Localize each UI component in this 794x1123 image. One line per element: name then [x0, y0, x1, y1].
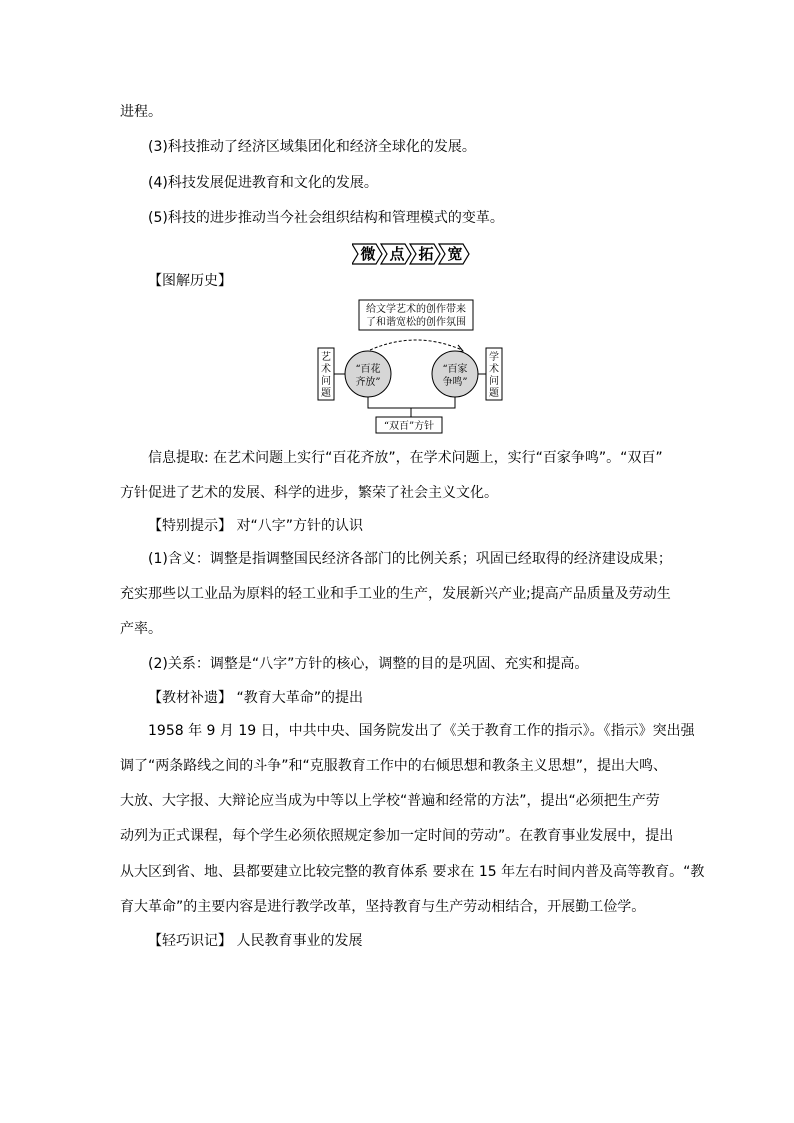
bottom-policy-label: “双百”方针 — [383, 421, 435, 432]
banner-char-4: 宽 — [447, 245, 463, 263]
paragraph-continuation: 进程。 — [120, 104, 162, 120]
special-heading: 【特别提示】 对“八字”方针的认识 — [148, 518, 363, 534]
supplement-heading: 【教材补遗】 “教育大革命”的提出 — [148, 690, 363, 706]
left-label-char-1: 艺 — [321, 352, 331, 363]
double-hundred-diagram — [310, 298, 510, 438]
right-label-char-2: 术 — [489, 364, 499, 375]
left-circle-line-2: 齐放” — [355, 377, 381, 388]
special-line-1: (1)含义：调整是指调整国民经济各部门的比例关系；巩固已经取得的经济建设成果； — [148, 551, 672, 567]
right-circle-line-1: “百家 — [442, 364, 468, 375]
right-label-char-1: 学 — [489, 352, 499, 363]
paragraph-item-3: (3)科技推动了经济区域集团化和经济全球化的发展。 — [148, 139, 476, 155]
right-label-char-4: 题 — [489, 388, 499, 399]
banner-char-3: 拓 — [418, 245, 434, 263]
right-circle-line-2: 争鸣” — [442, 377, 468, 388]
left-label-char-3: 问 — [321, 376, 331, 387]
top-box-line-2: 了和谐宽松的创作氛围 — [366, 317, 466, 328]
right-label-char-3: 问 — [489, 376, 499, 387]
bracket-connector — [368, 397, 455, 408]
supplement-line-4: 动列为正式课程，每个学生必须依照规定参加一定时间的劳动”。在教育事业发展中，提出 — [120, 828, 674, 844]
supplement-line-2: 调了“两条路线之间的斗争”和“克服教育工作中的右倾思想和教条主义思想”，提出大鸣、 — [120, 758, 668, 774]
left-label-char-4: 题 — [321, 388, 331, 399]
left-label-char-2: 术 — [321, 364, 331, 375]
paragraph-item-4: (4)科技发展促进教育和文化的发展。 — [148, 175, 378, 191]
special-line-3: 产率。 — [120, 621, 162, 637]
banner-char-2: 点 — [389, 245, 405, 263]
info-line-1: 信息提取: 在艺术问题上实行“百花齐放”，在学术问题上，实行“百家争鸣”。“双百” — [148, 450, 663, 466]
special-line-4: (2)关系：调整是“八字”方针的核心，调整的目的是巩固、充实和提高。 — [148, 656, 589, 672]
dashed-arc — [370, 340, 462, 350]
section-banner — [352, 242, 472, 266]
memory-heading: 【轻巧识记】 人民教育事业的发展 — [148, 933, 363, 949]
special-line-2: 充实那些以工业品为原料的轻工业和手工业的生产，发展新兴产业;提高产品质量及劳动生 — [120, 586, 671, 602]
supplement-line-3: 大放、大字报、大辩论应当成为中等以上学校“普遍和经常的方法”，提出“必须把生产劳 — [120, 793, 660, 809]
info-line-2: 方针促进了艺术的发展、科学的进步，繁荣了社会主义文化。 — [120, 485, 498, 501]
top-box-line-1: 给文学艺术的创作带来 — [366, 304, 466, 315]
supplement-line-5: 从大区到省、地、县都要建立比较完整的教育体系 要求在 15 年左右时间内普及高等教育。“教 — [120, 864, 705, 880]
supplement-line-1: 1958 年 9 月 19 日，中共中央、国务院发出了《关于教育工作的指示》。《指示》突出强 — [148, 723, 695, 739]
section-heading-tujie: 【图解历史】 — [148, 273, 232, 289]
banner-char-1: 微 — [360, 245, 376, 263]
left-circle-line-1: “百花 — [355, 364, 381, 375]
paragraph-item-5: (5)科技的进步推动当今社会组织结构和管理模式的变革。 — [148, 210, 504, 226]
supplement-line-6: 育大革命”的主要内容是进行教学改革，坚持教育与生产劳动相结合，开展勤工俭学。 — [120, 899, 646, 915]
